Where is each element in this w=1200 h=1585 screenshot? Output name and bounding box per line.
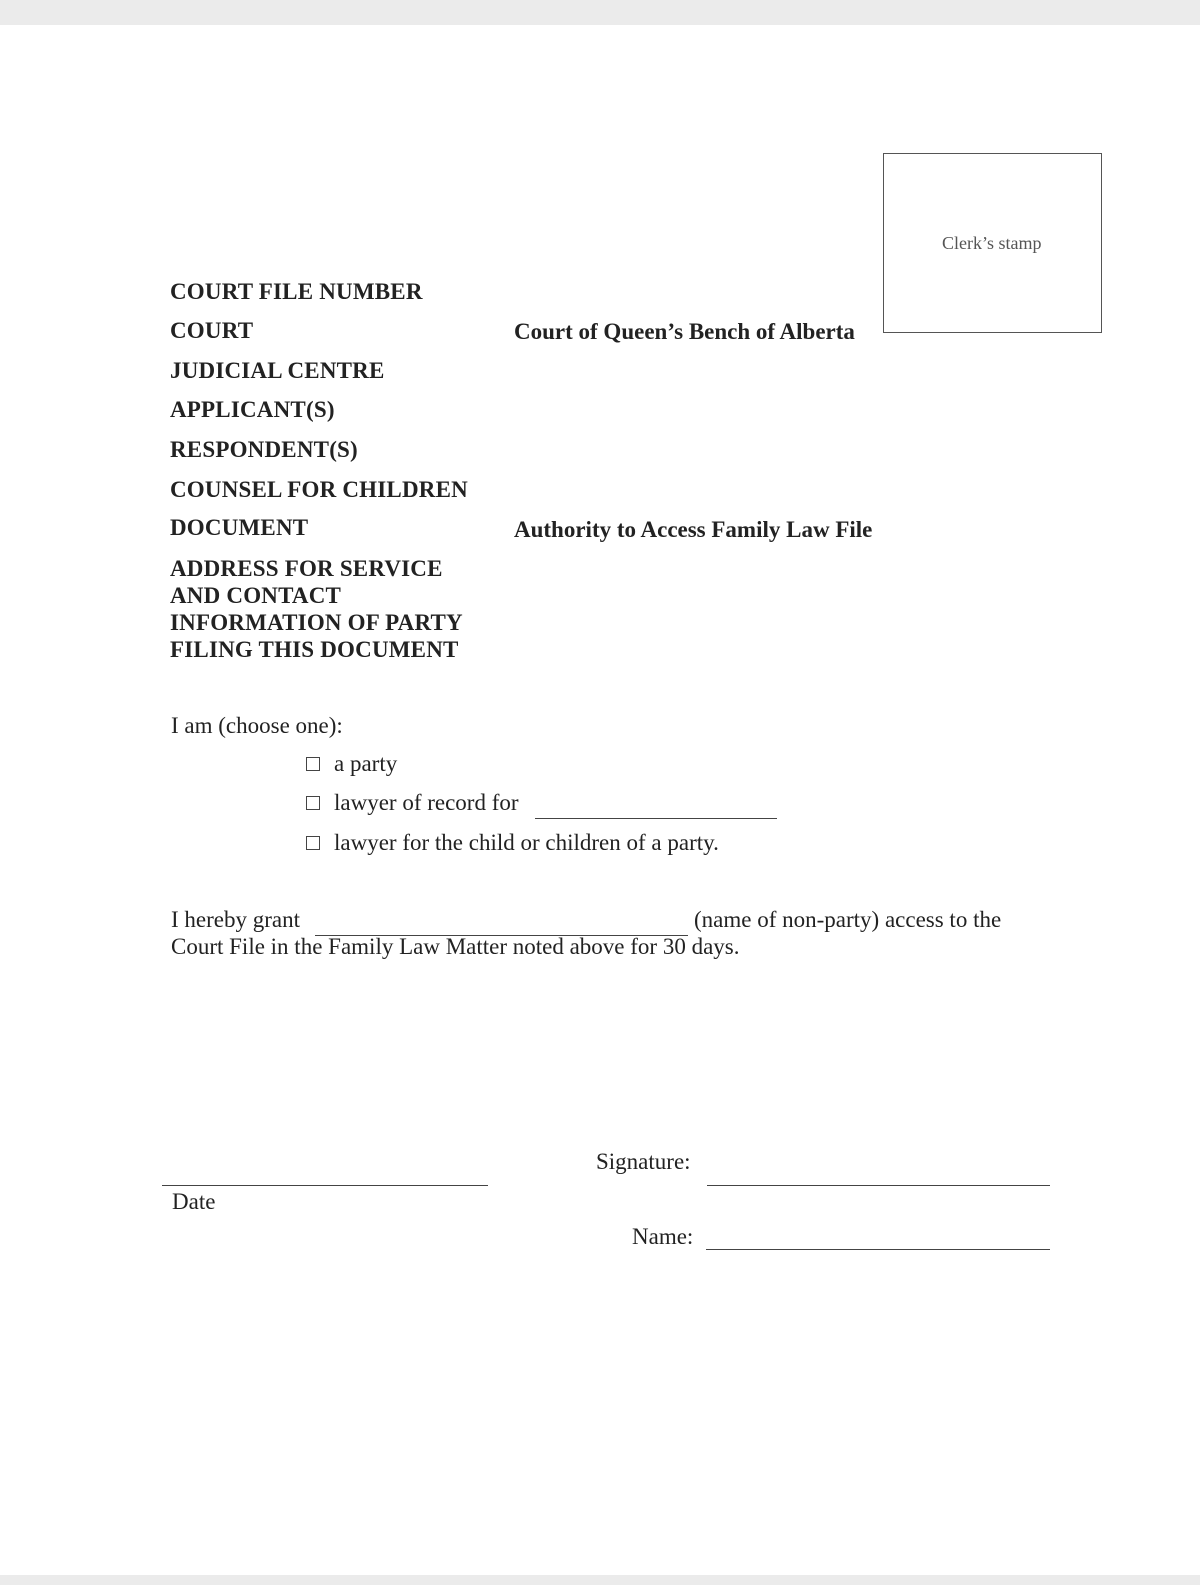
judicial-centre-label: JUDICIAL CENTRE xyxy=(170,358,385,383)
option-lawyer-for-child[interactable] xyxy=(306,830,719,856)
clerk-stamp-label: Clerk’s stamp xyxy=(942,233,1042,253)
court-file-number-label: COURT FILE NUMBER xyxy=(170,279,423,304)
name-label: Name: xyxy=(632,1224,694,1249)
date-line[interactable] xyxy=(162,1185,488,1186)
counsel-for-children-label: COUNSEL FOR CHILDREN xyxy=(170,477,468,502)
checkbox-lawyer-for-child[interactable] xyxy=(306,836,320,850)
choice-prompt: I am (choose one): xyxy=(171,713,343,738)
court-label: COURT xyxy=(170,318,254,343)
address-label-line-3: INFORMATION OF PARTY xyxy=(170,610,463,635)
address-label-line-1: ADDRESS FOR SERVICE xyxy=(170,556,443,581)
name-line[interactable] xyxy=(706,1249,1050,1250)
date-label: Date xyxy=(172,1189,216,1214)
address-for-service-label xyxy=(170,555,463,663)
lawyer-of-record-blank[interactable] xyxy=(535,818,777,819)
signature-label: Signature: xyxy=(596,1149,691,1174)
court-value: Court of Queen’s Bench of Alberta xyxy=(514,319,855,344)
option-lawyer-for-child-label: lawyer for the child or children of a party. xyxy=(334,830,719,855)
option-lawyer-of-record-label: lawyer of record for xyxy=(334,790,519,815)
document-value: Authority to Access Family Law File xyxy=(514,517,873,542)
checkbox-a-party[interactable] xyxy=(306,757,320,771)
signature-line[interactable] xyxy=(707,1185,1050,1186)
grant-suffix: (name of non-party) access to the xyxy=(694,907,1002,932)
respondents-label: RESPONDENT(S) xyxy=(170,437,358,462)
option-a-party-label: a party xyxy=(334,751,398,776)
document-page xyxy=(0,25,1200,1575)
grant-prefix: I hereby grant xyxy=(171,907,300,932)
document-label: DOCUMENT xyxy=(170,515,309,540)
option-lawyer-of-record[interactable] xyxy=(306,790,519,816)
option-a-party[interactable] xyxy=(306,751,397,777)
checkbox-lawyer-of-record[interactable] xyxy=(306,796,320,810)
address-label-line-4: FILING THIS DOCUMENT xyxy=(170,637,459,662)
grant-line-2: Court File in the Family Law Matter noted above for 30 days. xyxy=(171,934,740,959)
address-label-line-2: AND CONTACT xyxy=(170,583,342,608)
applicants-label: APPLICANT(S) xyxy=(170,397,335,422)
